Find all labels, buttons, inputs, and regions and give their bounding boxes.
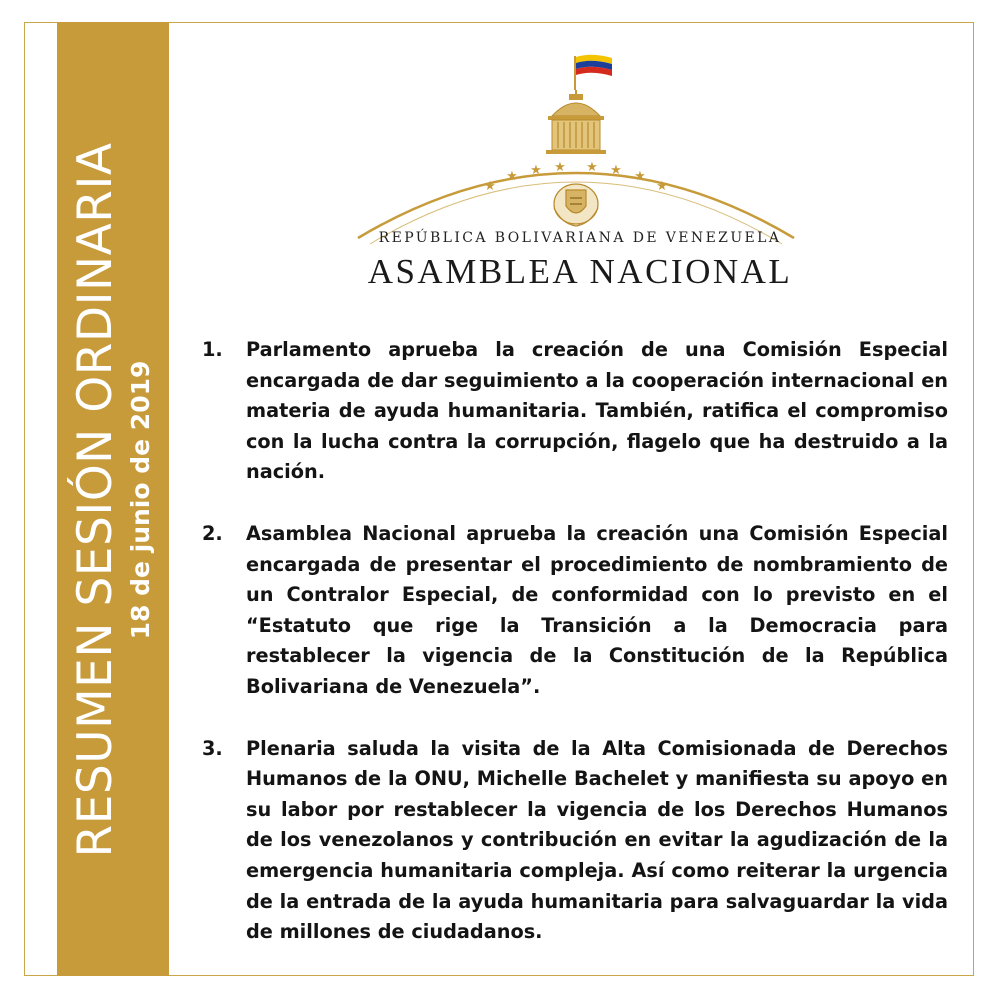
- page-title: ASAMBLEA NACIONAL: [367, 252, 793, 291]
- svg-text:★: ★: [634, 169, 646, 184]
- svg-text:★: ★: [656, 179, 668, 194]
- resolution-list: [200, 335, 948, 979]
- list-item-text: Asamblea Nacional aprueba la creación una Comisión Especial encargada de presentar el procedimiento de nombramiento de un Contralor Especial, de conformidad con lo previsto en el “Estatuto que rige la Transición a la Democracia para restablecer la vigencia de la Constitución de la República Bolivariana de Venezuela”.: [246, 521, 948, 698]
- svg-text:★: ★: [506, 169, 518, 184]
- side-text: [70, 20, 156, 980]
- list-item-text: Parlamento aprueba la creación de una Comisión Especial encargada de dar seguimiento a la cooperación internacional en materia de ayuda humanitaria. También, ratifica el compromiso con la lucha contra la corrupción, flagelo que ha destruido a la nación.: [246, 338, 948, 484]
- svg-text:★: ★: [586, 160, 598, 175]
- list-item-text: Plenaria saluda la visita de la Alta Comisionada de Derechos Humanos de la ONU, Michelle Bachelet y manifiesta su apoyo en su labor por restablecer la vigencia de los Derechos Humanos de los venezolanos y contribución en evitar la agudización de la emergencia humanitaria compleja. Así como reiterar la urgencia de la entrada de la ayuda humanitaria para salvaguardar la vida de millones de ciudadanos.: [246, 736, 948, 944]
- list-item-number: 1.: [202, 338, 223, 361]
- side-title: RESUMEN SESIÓN ORDINARIA: [68, 142, 123, 858]
- venezuela-flag-icon: [575, 55, 612, 90]
- republic-subtitle: REPÚBLICA BOLIVARIANA DE VENEZUELA: [378, 230, 782, 246]
- list-item: [200, 519, 948, 703]
- svg-text:★: ★: [484, 179, 496, 194]
- list-item: [200, 335, 948, 488]
- svg-text:★: ★: [610, 163, 622, 178]
- side-date: 18 de junio de 2019: [126, 360, 155, 640]
- list-item-number: 3.: [202, 736, 223, 760]
- svg-text:★: ★: [530, 163, 542, 178]
- list-item-number: 2.: [202, 521, 223, 545]
- svg-text:★: ★: [554, 160, 566, 175]
- coat-of-arms-icon: [554, 184, 598, 226]
- list-item: [200, 734, 948, 948]
